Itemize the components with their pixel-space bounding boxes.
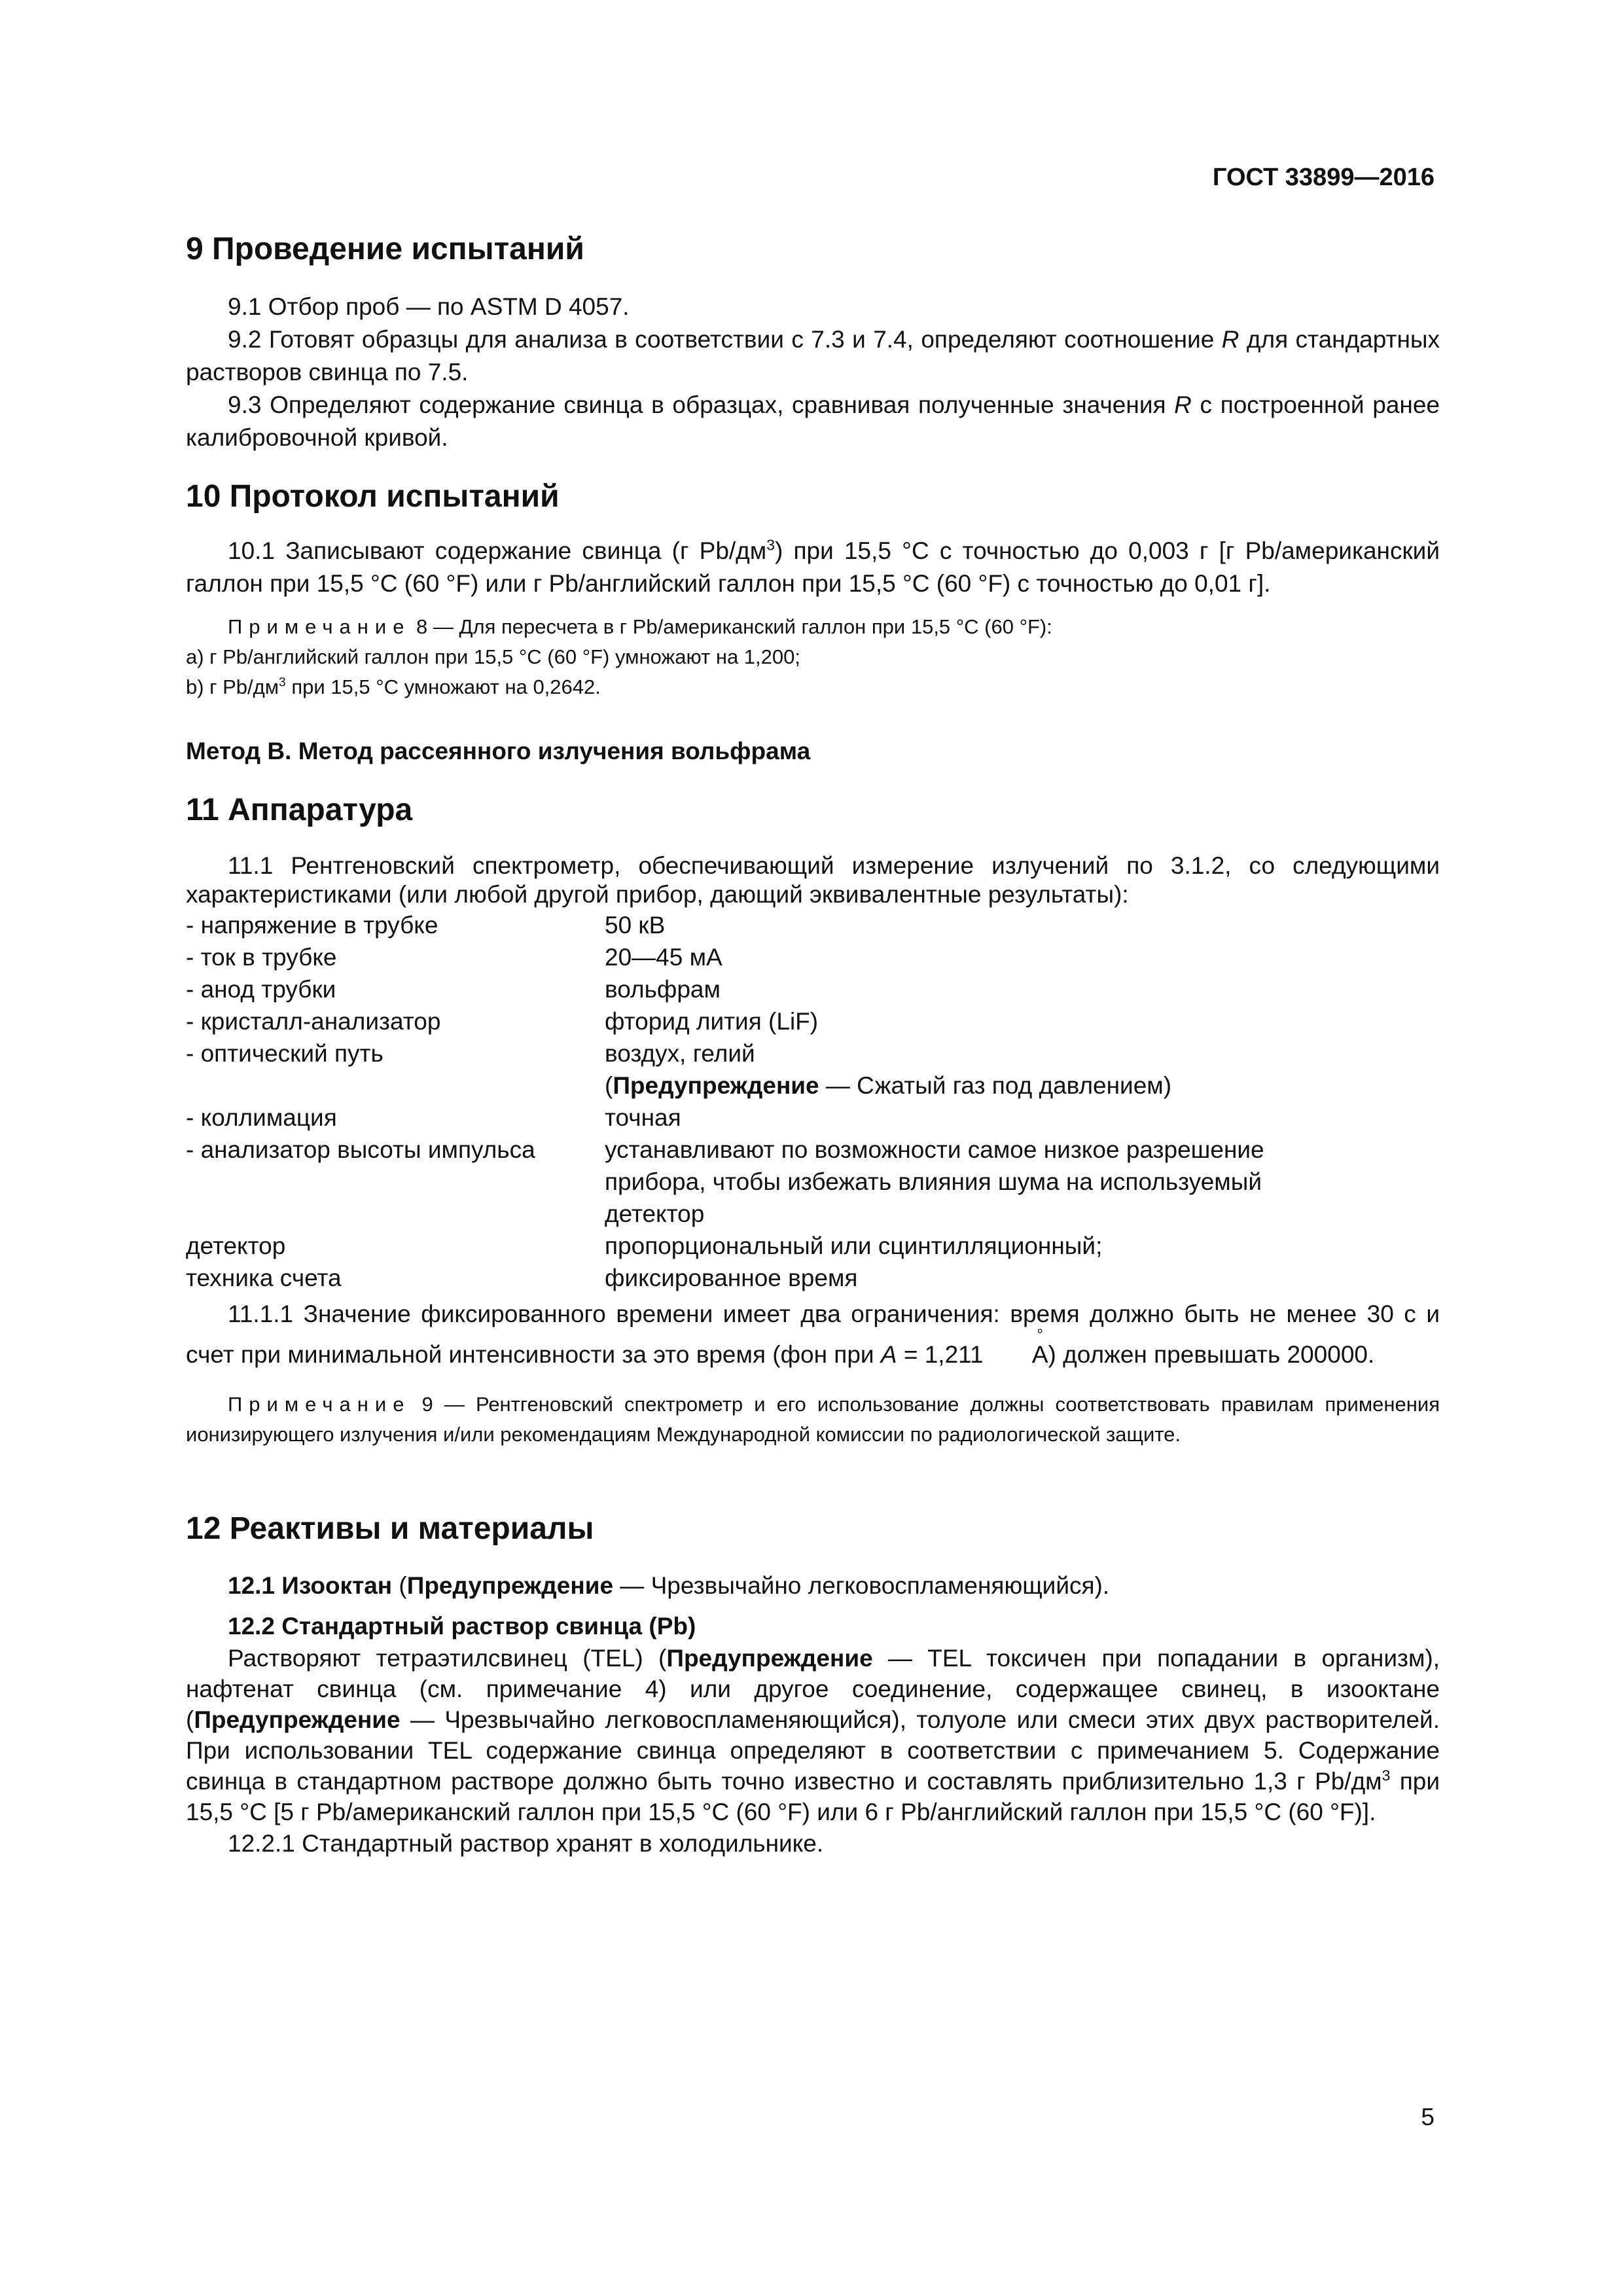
para-11-1: 11.1 Рентгеновский спектрометр, обеспечивающий измерение излучений по 3.1.2, со следующими характеристиками (или любой другой прибор, дающий эквивалентные результаты): bbox=[186, 852, 1440, 908]
para-10-1-text-end: ) при 15,5 °C с точностью до 0,003 г [г Pb/американский галлон при 15,5 °C (60 °F) или г Pb/английский галлон при 15,5 °C (60 °F) с точностью до 0,01 г]. bbox=[186, 537, 1440, 598]
para-12-2-text-2: — TEL токсичен при попадании в организм), нафтенат свинца (см. примечание 4) или другое соединение, содержащее свинец, в изооктане ( bbox=[186, 1645, 1440, 1734]
para-12-2-text: Растворяют тетраэтилсвинец (TEL) ( bbox=[228, 1645, 667, 1672]
document-id: ГОСТ 33899—2016 bbox=[1212, 164, 1435, 191]
spec-row bbox=[186, 1262, 1440, 1294]
para-9-3-text-end: с построенной ранее калибровочной кривой. bbox=[186, 391, 1440, 451]
warning-word: Предупреждение bbox=[613, 1071, 819, 1099]
spec-label: - кристалл-анализатор bbox=[186, 1007, 441, 1035]
var-r: R bbox=[1221, 325, 1240, 353]
spec-row bbox=[186, 941, 1440, 973]
page-content bbox=[186, 230, 1440, 1860]
spec-row bbox=[186, 973, 1440, 1005]
spec-value: 20—45 мА bbox=[605, 943, 722, 971]
section-10-title: 10 Протокол испытаний bbox=[186, 478, 560, 514]
para-9-1: 9.1 Отбор проб — по ASTM D 4057. bbox=[228, 293, 630, 320]
para-10-1-text: 10.1 Записывают содержание свинца (г Pb/дм bbox=[228, 537, 767, 565]
angstrom-letter: A bbox=[1031, 1340, 1048, 1368]
note-8-item-b-text: b) г Pb/дм bbox=[186, 675, 279, 699]
para-12-2 bbox=[186, 1643, 1440, 1827]
spec-label: техника счета bbox=[186, 1264, 342, 1291]
warning-word: Предупреждение bbox=[194, 1706, 401, 1734]
para-12-2-1: 12.2.1 Стандартный раствор хранят в холодильнике. bbox=[228, 1830, 824, 1857]
superscript: 3 bbox=[279, 675, 286, 690]
spec-row bbox=[186, 1005, 1440, 1037]
para-12-1 bbox=[186, 1570, 1440, 1602]
spec-value: воздух, гелий bbox=[605, 1039, 755, 1067]
note-label: Примечание bbox=[228, 1392, 411, 1416]
para-10-1 bbox=[186, 535, 1440, 600]
section-9-title: 9 Проведение испытаний bbox=[186, 232, 584, 266]
angstrom-ring: ° bbox=[1037, 1325, 1044, 1344]
note-8-item-b bbox=[186, 672, 1440, 702]
spec-value: фторид лития (LiF) bbox=[605, 1007, 819, 1035]
spec-value: пропорциональный или сцинтилляционный; bbox=[605, 1232, 1103, 1259]
spec-value: 50 кВ bbox=[605, 911, 666, 939]
section-12-title: 12 Реактивы и материалы bbox=[186, 1511, 594, 1546]
angstrom-unit bbox=[990, 1325, 1048, 1375]
para-9-3-text: 9.3 Определяют содержание свинца в образцах, сравнивая полученные значения bbox=[228, 391, 1175, 418]
para-12-1-text: — Чрезвычайно легковоспламеняющийся). bbox=[613, 1572, 1110, 1600]
note-9 bbox=[186, 1390, 1440, 1450]
var-a: A bbox=[880, 1340, 897, 1368]
spec-label: - напряжение в трубке bbox=[186, 911, 438, 939]
method-b-title: Метод В. Метод рассеянного излучения вольфрама bbox=[186, 738, 811, 765]
spec-row bbox=[186, 1230, 1440, 1262]
note-9-text: 9 — Рентгеновский спектрометр и его использование должны соответствовать правилам применения ионизирующего излучения и/или рекомендациям Международной комиссии по радиологической защите. bbox=[186, 1392, 1440, 1446]
warning-word: Предупреждение bbox=[406, 1572, 614, 1600]
spec-row bbox=[186, 1037, 1440, 1069]
spec-row bbox=[186, 1134, 1440, 1230]
superscript: 3 bbox=[766, 536, 775, 554]
para-9-2-text: 9.2 Готовят образцы для анализа в соответствии с 7.3 и 7.4, определяют соотношение bbox=[228, 325, 1222, 353]
para-12-2-text-4: при 15,5 °C [5 г Pb/американский галлон при 15,5 °C (60 °F) или 6 г Pb/английский галлон при 15,5 °C (60 °F)]. bbox=[186, 1768, 1440, 1826]
para-9-2-text-end: для стандартных растворов свинца по 7.5. bbox=[186, 325, 1440, 386]
para-12-2-title bbox=[186, 1610, 1440, 1643]
note-8-item-a: a) г Pb/английский галлон при 15,5 °C (60 °F) умножают на 1,200; bbox=[186, 645, 800, 669]
spectrometer-specs bbox=[186, 909, 1440, 1294]
superscript: 3 bbox=[1382, 1767, 1391, 1785]
spec-label: - анализатор высоты импульса bbox=[186, 1136, 535, 1163]
para-12-1-heading: 12.1 Изооктан bbox=[228, 1572, 393, 1600]
spec-value: фиксированное время bbox=[605, 1264, 858, 1291]
para-9-3 bbox=[186, 389, 1440, 454]
para-11-1-1 bbox=[186, 1294, 1440, 1375]
note-8-text: 8 — Для пересчета в г Pb/американский галлон при 15,5 °C (60 °F): bbox=[410, 615, 1052, 639]
note-label: Примечание bbox=[228, 615, 411, 639]
para-9-2 bbox=[186, 323, 1440, 389]
para-11-1-1-text: 11.1.1 Значение фиксированного времени имеет два ограничения: время должно быть не менее 30 с и счет при минимальной интенсивности за это время (фон при bbox=[186, 1300, 1440, 1368]
section-11-title: 11 Аппаратура bbox=[186, 793, 413, 828]
para-11-1-1-text-mid: = 1,211 bbox=[897, 1340, 990, 1368]
paren-open: ( bbox=[605, 1071, 613, 1099]
spec-value-warning bbox=[605, 1069, 1440, 1102]
page-number: 5 bbox=[1421, 2104, 1435, 2130]
spec-label: - оптический путь bbox=[186, 1039, 383, 1067]
spec-label: детектор bbox=[186, 1232, 286, 1259]
spec-value: устанавливают по возможности самое низкое разрешение прибора, чтобы избежать влияния шума на используемый детектор bbox=[605, 1136, 1264, 1227]
paren-open: ( bbox=[392, 1572, 407, 1600]
spec-label bbox=[186, 1069, 605, 1102]
para-11-1-1-text-end: ) должен превышать 200000. bbox=[1048, 1340, 1375, 1368]
spec-label: - ток в трубке bbox=[186, 943, 337, 971]
spec-row bbox=[186, 909, 1440, 941]
spec-value: вольфрам bbox=[605, 975, 721, 1003]
spec-label: - коллимация bbox=[186, 1103, 337, 1131]
para-12-2-text-3: — Чрезвычайно легковоспламеняющийся), толуоле или смеси этих двух растворителей. При использовании TEL содержание свинца определяют в соответствии с примечанием 5. Содержание свинца в стандартном растворе должно быть точно известно и составлять приблизительно 1,3 г Pb/дм bbox=[186, 1706, 1440, 1795]
warning-text: — Сжатый газ под давлением) bbox=[819, 1071, 1172, 1099]
note-8-item-b-end: при 15,5 °C умножают на 0,2642. bbox=[285, 675, 601, 699]
var-r: R bbox=[1174, 391, 1192, 418]
spec-label: - анод трубки bbox=[186, 975, 336, 1003]
note-8 bbox=[186, 612, 1440, 642]
spec-row bbox=[186, 1069, 1440, 1102]
spec-row bbox=[186, 1102, 1440, 1134]
para-12-2-heading: 12.2 Стандартный раствор свинца (Pb) bbox=[228, 1613, 696, 1640]
warning-word: Предупреждение bbox=[666, 1645, 873, 1672]
spec-value: точная bbox=[605, 1103, 681, 1131]
